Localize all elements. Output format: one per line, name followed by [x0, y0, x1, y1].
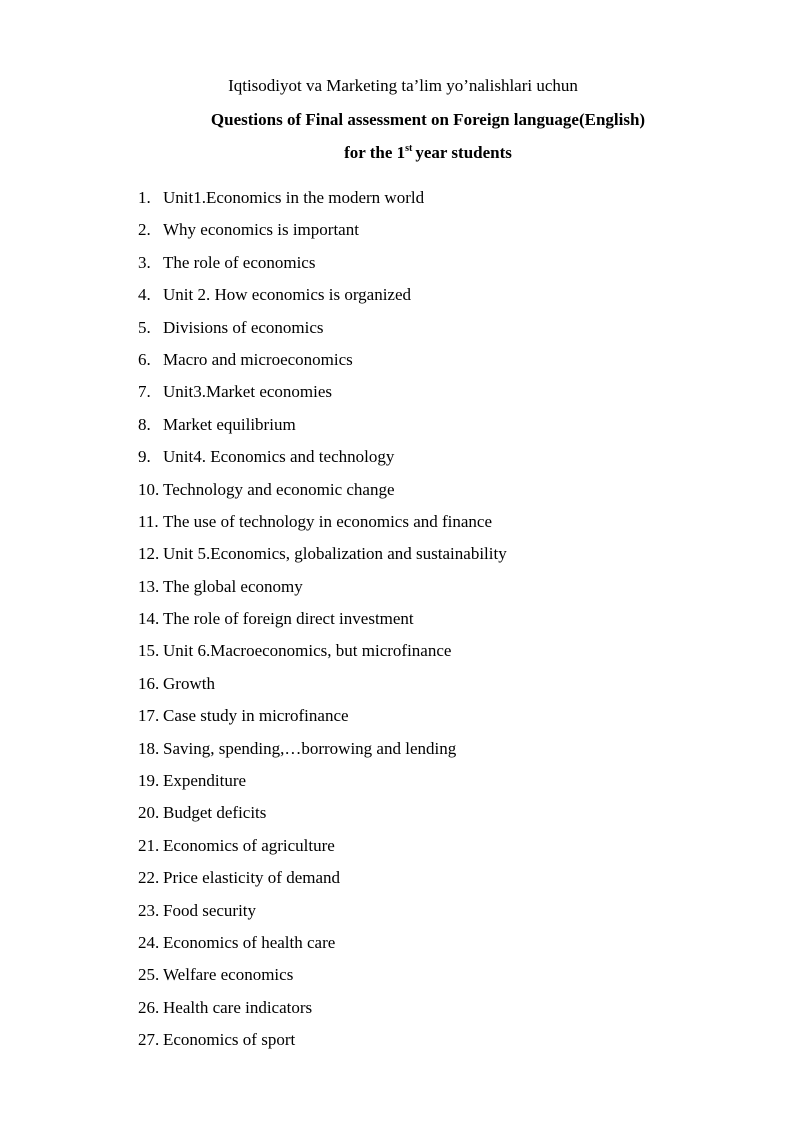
list-item-text: Macro and microeconomics — [163, 349, 353, 369]
list-item — [138, 930, 738, 962]
subtitle-suffix: year students — [415, 143, 512, 162]
list-item-text: Price elasticity of demand — [163, 868, 341, 888]
list-item — [138, 444, 738, 476]
list-item-number: 2. — [138, 220, 151, 240]
list-item-text: The role of economics — [163, 252, 316, 272]
list-item-number: 19. — [138, 771, 160, 791]
list-item-text: Why economics is important — [163, 220, 359, 240]
list-item-text: Unit 2. How economics is organized — [163, 285, 412, 305]
list-item — [138, 477, 738, 509]
list-item — [138, 250, 738, 282]
list-item-number: 26. — [138, 997, 160, 1017]
list-item — [138, 217, 738, 249]
list-item — [138, 865, 738, 897]
list-item-text: Welfare economics — [163, 965, 294, 985]
list-item-number: 27. — [138, 1030, 160, 1050]
list-item — [138, 574, 738, 606]
list-item-number: 12. — [138, 544, 160, 564]
list-item-number: 4. — [138, 285, 151, 305]
list-item — [138, 833, 738, 865]
list-item-text: Divisions of economics — [163, 317, 324, 337]
list-item — [138, 898, 738, 930]
list-item-number: 7. — [138, 382, 151, 402]
list-item-text: Unit 6.Macroeconomics, but microfinance — [163, 641, 452, 661]
list-item-text: Growth — [163, 673, 215, 693]
list-item-text: Unit4. Economics and technology — [163, 447, 395, 467]
list-item-number: 13. — [138, 576, 160, 596]
list-item — [138, 185, 738, 217]
list-item-text: Case study in microfinance — [163, 706, 349, 726]
list-item-text: The global economy — [163, 576, 303, 596]
list-item — [138, 541, 738, 573]
subtitle-superscript: st — [405, 143, 413, 154]
document-intro-line: Iqtisodiyot va Marketing ta’lim yo’nalishlari uchun — [228, 76, 578, 95]
list-item-text: The use of technology in economics and finance — [163, 511, 493, 531]
list-item-number: 16. — [138, 673, 160, 693]
list-item — [138, 347, 738, 379]
list-item-text: Market equilibrium — [163, 414, 296, 434]
list-item-number: 17. — [138, 706, 160, 726]
list-item-number: 23. — [138, 900, 160, 920]
subtitle-prefix: for the 1 — [344, 143, 406, 162]
list-item-text: Unit1.Economics in the modern world — [163, 188, 425, 207]
list-item-text: Economics of agriculture — [163, 835, 335, 855]
list-item-number: 21. — [138, 835, 160, 855]
list-item — [138, 379, 738, 411]
list-item-text: Food security — [163, 900, 257, 920]
list-item-text: Expenditure — [163, 771, 247, 791]
list-item — [138, 962, 738, 994]
list-item — [138, 736, 738, 768]
list-item-number: 9. — [138, 447, 151, 467]
list-item — [138, 282, 738, 314]
list-item-number: 11. — [138, 511, 159, 531]
list-item — [138, 671, 738, 703]
list-item-text: Unit3.Market economies — [163, 382, 333, 402]
document-subtitle — [0, 143, 800, 163]
list-item — [138, 800, 738, 832]
list-item-text: The role of foreign direct investment — [163, 609, 414, 629]
list-item — [138, 509, 738, 541]
list-item-text: Technology and economic change — [163, 479, 395, 499]
list-item — [138, 315, 738, 347]
list-item — [138, 606, 738, 638]
list-item-number: 25. — [138, 965, 160, 985]
list-item-number: 24. — [138, 932, 160, 952]
list-item-number: 6. — [138, 349, 151, 369]
list-item-text: Unit 5.Economics, globalization and sustainability — [163, 544, 507, 564]
document-title: Questions of Final assessment on Foreign language(English) — [210, 110, 646, 129]
list-item-number: 20. — [138, 803, 160, 823]
question-list — [138, 185, 738, 1060]
list-item-number: 5. — [138, 317, 151, 337]
list-item — [138, 703, 738, 735]
list-item-text: Health care indicators — [163, 997, 313, 1017]
list-item — [138, 1027, 738, 1059]
list-item-text: Economics of sport — [163, 1030, 296, 1050]
list-item — [138, 768, 738, 800]
list-item-number: 18. — [138, 738, 160, 758]
list-item-text: Budget deficits — [163, 803, 267, 823]
list-item-text: Economics of health care — [163, 932, 336, 952]
list-item-text: Saving, spending,…borrowing and lending — [163, 738, 457, 758]
list-item-number: 14. — [138, 609, 160, 629]
list-item-number: 8. — [138, 414, 151, 434]
list-item-number: 15. — [138, 641, 160, 661]
list-item-number: 1. — [138, 188, 151, 207]
list-item-number: 10. — [138, 479, 160, 499]
list-item — [138, 412, 738, 444]
list-item-number: 22. — [138, 868, 160, 888]
list-item-number: 3. — [138, 252, 151, 272]
list-item — [138, 995, 738, 1027]
list-item — [138, 638, 738, 670]
